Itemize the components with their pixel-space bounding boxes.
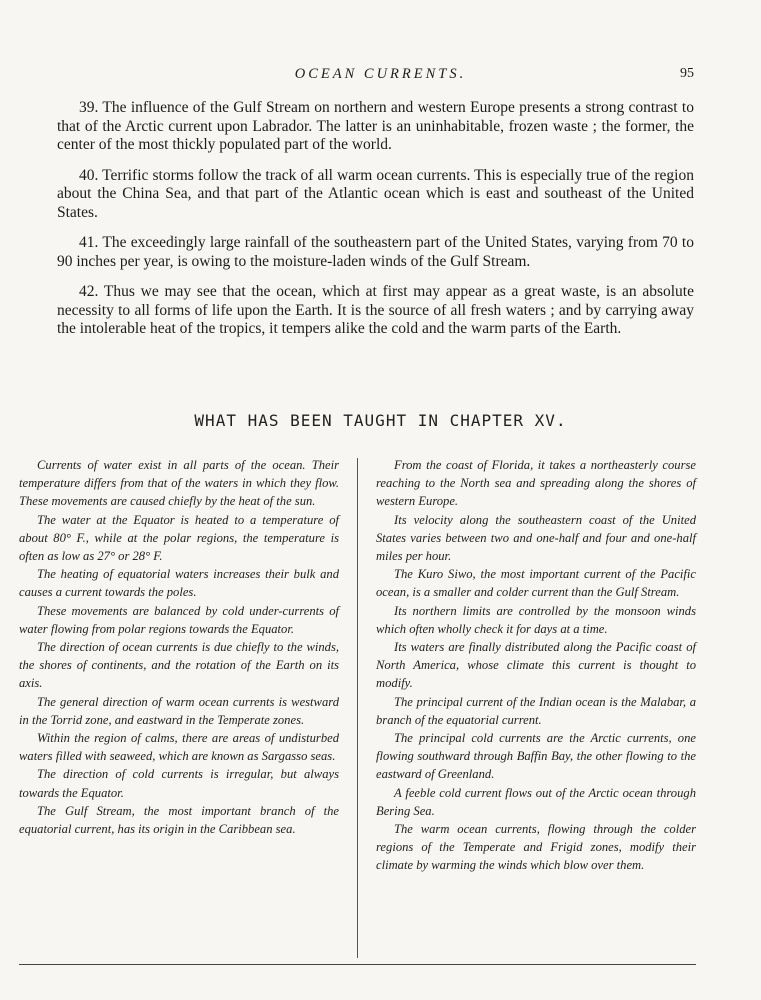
bottom-rule	[19, 964, 696, 965]
paragraph-40: 40. Terrific storms follow the track of all warm ocean currents. This is especially true of the region about the China Sea, and that part of the Atlantic ocean which is east and southeast of the United States.	[57, 166, 694, 221]
paragraph-42: 42. Thus we may see that the ocean, which at first may appear as a great waste, is an absolute necessity to all forms of life upon the Earth. It is the source of all fresh waters ; and by carrying away the intolerable heat of the tropics, it tempers alike the cold and the warm parts of the Earth.	[57, 283, 694, 337]
summary-item: Its waters are finally distributed along the Pacific coast of North America, whose climate this current is thought to modify.	[376, 640, 696, 691]
summary-item: The heating of equatorial waters increases their bulk and causes a current towards the poles.	[19, 567, 339, 600]
summary-item: The direction of cold currents is irregular, but always towards the Equator.	[19, 767, 339, 800]
summary-item: Its velocity along the southeastern coast of the United States varies between two and one-half and four and one-half miles per hour.	[376, 512, 696, 564]
summary-item: Within the region of calms, there are areas of undisturbed waters filled with seaweed, which are known as Sargasso seas.	[19, 731, 339, 764]
paragraph-41: 41. The exceedingly large rainfall of the southeastern part of the United States, varying from 70 to 90 inches per year, is owing to the moisture-laden winds of the Gulf Stream.	[57, 234, 694, 270]
numbered-paragraphs	[57, 99, 694, 351]
summary-item: The Gulf Stream, the most important branch of the equatorial current, has its origin in the Caribbean sea.	[19, 803, 339, 837]
chapter-summary-heading: WHAT HAS BEEN TAUGHT IN CHAPTER XV.	[194, 411, 567, 430]
summary-item: From the coast of Florida, it takes a northeasterly course reaching to the North sea and spreading along the shores of western Europe.	[376, 458, 696, 509]
summary-item: Its northern limits are controlled by the monsoon winds which often wholly check it for days at a time.	[376, 603, 696, 636]
running-head	[0, 66, 761, 84]
summary-item: The warm ocean currents, flowing through the colder regions of the Temperate and Frigid zones, modify their climate by warming the winds which blow over them.	[376, 822, 696, 873]
summary-left-column	[19, 456, 339, 838]
summary-item: These movements are balanced by cold under-currents of water flowing from polar regions towards the Equator.	[19, 603, 339, 636]
summary-columns	[19, 456, 696, 962]
summary-item: Currents of water exist in all parts of the ocean. Their temperature differs from that of the waters in which they flow. These movements are caused chiefly by the heat of the sun.	[19, 458, 339, 509]
summary-item: The water at the Equator is heated to a temperature of about 80° F., while at the polar regions, the temperature is often as low as 27° or 28° F.	[19, 512, 339, 564]
column-divider	[357, 458, 358, 958]
summary-item: The Kuro Siwo, the most important current of the Pacific ocean, is a smaller and colder current than the Gulf Stream.	[376, 567, 696, 600]
summary-item: A feeble cold current flows out of the Arctic ocean through Bering Sea.	[376, 785, 696, 818]
summary-item: The principal current of the Indian ocean is the Malabar, a branch of the equatorial current.	[376, 694, 696, 727]
paragraph-39: 39. The influence of the Gulf Stream on northern and western Europe presents a strong contrast to that of the Arctic current upon Labrador. The latter is an uninhabitable, frozen waste ; the former, the center of the most thickly populated part of the world.	[57, 99, 694, 153]
summary-item: The direction of ocean currents is due chiefly to the winds, the shores of continents, and the rotation of the Earth on its axis.	[19, 640, 339, 691]
summary-item: The principal cold currents are the Arctic currents, one flowing southward through Baffin Bay, the other flowing to the eastward of Greenland.	[376, 731, 696, 782]
summary-right-column	[376, 456, 696, 875]
summary-item: The general direction of warm ocean currents is westward in the Torrid zone, and eastward in the Temperate zones.	[19, 694, 339, 727]
page-number: 95	[680, 66, 694, 81]
running-title: OCEAN CURRENTS.	[294, 66, 467, 82]
